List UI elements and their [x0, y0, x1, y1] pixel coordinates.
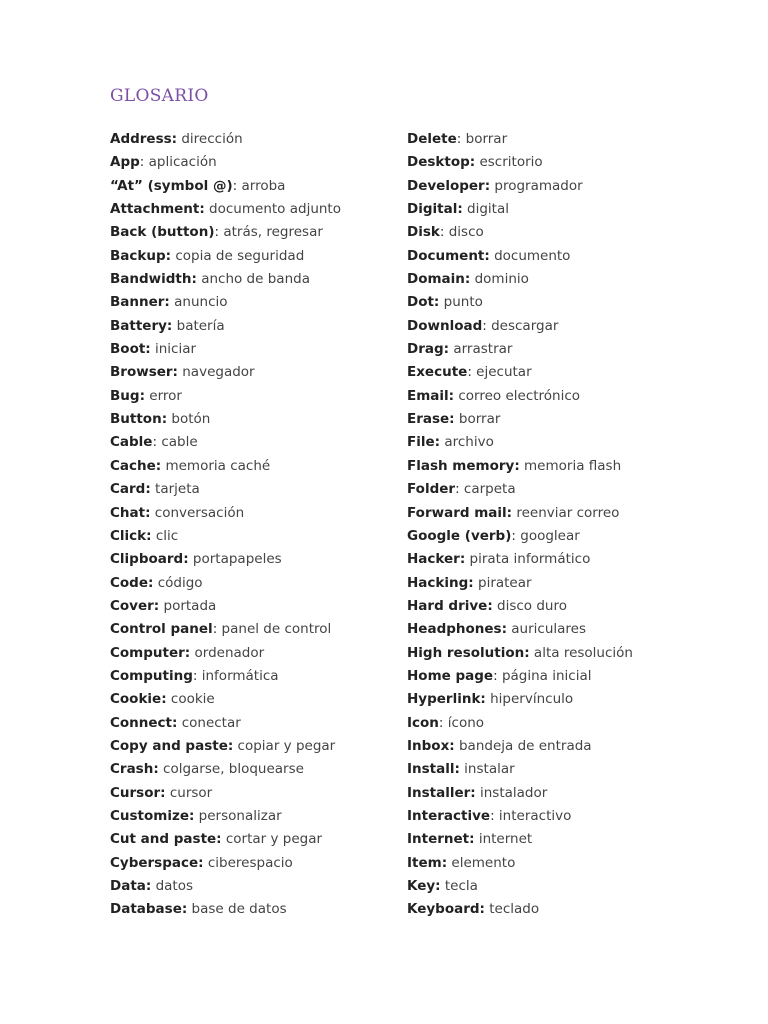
glossary-entry — [407, 642, 707, 665]
glossary-definition: página inicial — [497, 667, 592, 684]
glossary-definition: ícono — [443, 714, 485, 731]
glossary-term: Cover: — [110, 597, 160, 614]
glossary-term: Chat: — [110, 504, 151, 521]
glossary-definition: iniciar — [150, 341, 197, 358]
glossary-definition: interactivo — [494, 807, 572, 824]
glossary-entry — [110, 338, 410, 361]
glossary-term: Icon — [407, 714, 439, 731]
glossary-entry — [110, 712, 410, 735]
glossary-term: Interactive — [407, 807, 491, 824]
glossary-definition: cable — [157, 434, 198, 451]
glossary-definition: alta resolución — [529, 644, 633, 661]
glossary-separator: : — [456, 131, 462, 147]
glossary-entry — [407, 852, 707, 875]
glossary-term: Delete — [407, 131, 457, 147]
glossary-definition: navegador — [177, 364, 255, 381]
glossary-definition: programador — [490, 177, 583, 194]
glossary-definition: punto — [439, 294, 483, 311]
glossary-term: Bug: — [110, 387, 145, 404]
glossary-term: Hyperlink: — [407, 691, 486, 708]
glossary-definition: carpeta — [459, 481, 516, 498]
glossary-definition: digital — [462, 201, 509, 218]
glossary-entry — [110, 291, 410, 314]
glossary-term: Banner: — [110, 294, 170, 311]
glossary-entry — [110, 548, 410, 571]
glossary-term: Cut and paste: — [110, 831, 222, 848]
glossary-definition: ordenador — [190, 644, 265, 661]
glossary-entry — [110, 502, 410, 525]
glossary-entry — [110, 525, 410, 548]
glossary-entry — [110, 268, 410, 291]
glossary-definition: memoria flash — [519, 457, 622, 474]
glossary-term: Address: — [110, 131, 178, 147]
glossary-entry — [110, 875, 410, 898]
glossary-entry — [110, 805, 410, 828]
glossary-entry — [407, 595, 707, 618]
glossary-definition: elemento — [447, 854, 516, 871]
glossary-definition: cortar y pegar — [221, 831, 323, 848]
glossary-definition: ciberespacio — [203, 854, 293, 871]
glossary-entry — [407, 315, 707, 338]
glossary-term: Cyberspace: — [110, 854, 204, 871]
glossary-definition: instalador — [475, 784, 548, 801]
glossary-term: Button: — [110, 411, 168, 428]
glossary-definition: datos — [151, 878, 194, 894]
glossary-definition: descargar — [486, 317, 559, 334]
glossary-term: Google (verb) — [407, 527, 512, 544]
glossary-term: “At” (symbol @) — [110, 177, 233, 194]
glossary-term: Control panel — [110, 621, 213, 638]
glossary-entry — [110, 642, 410, 665]
glossary-separator: : — [511, 527, 516, 544]
glossary-definition: correo electrónico — [454, 387, 581, 404]
glossary-entry — [407, 875, 707, 898]
glossary-definition: hipervínculo — [485, 691, 574, 708]
glossary-definition: documento adjunto — [204, 201, 341, 218]
glossary-definition: conectar — [177, 714, 241, 731]
glossary-definition: piratear — [473, 574, 532, 591]
glossary-entry — [110, 688, 410, 711]
glossary-entry — [407, 805, 707, 828]
glossary-separator: : — [455, 481, 460, 498]
glossary-definition: teclado — [484, 901, 540, 918]
glossary-entry — [110, 618, 410, 641]
glossary-term: App — [110, 154, 140, 171]
glossary-term: Home page — [407, 667, 494, 684]
glossary-entry — [407, 455, 707, 478]
glossary-term: Dot: — [407, 294, 440, 311]
glossary-term: Erase: — [407, 411, 455, 428]
glossary-term: Connect: — [110, 714, 178, 731]
glossary-term: High resolution: — [407, 644, 530, 661]
glossary-separator: : — [439, 224, 445, 241]
glossary-definition: clic — [151, 527, 179, 544]
glossary-entry — [407, 198, 707, 221]
glossary-entry — [407, 898, 707, 921]
glossary-entry — [110, 175, 410, 198]
glossary-definition: batería — [172, 317, 225, 334]
glossary-term: Email: — [407, 387, 455, 404]
glossary-entry — [407, 548, 707, 571]
glossary-definition: documento — [489, 247, 571, 264]
glossary-entry — [407, 572, 707, 595]
glossary-entry — [110, 361, 410, 384]
glossary-entry — [407, 338, 707, 361]
glossary-definition: borrar — [454, 411, 501, 428]
glossary-entry — [110, 151, 410, 174]
glossary-term: Execute — [407, 364, 468, 381]
glossary-definition: arroba — [237, 177, 286, 194]
glossary-term: Browser: — [110, 364, 178, 381]
glossary-term: Inbox: — [407, 737, 455, 754]
glossary-definition: googlear — [515, 527, 580, 544]
glossary-term: Keyboard: — [407, 901, 485, 918]
glossary-entry — [407, 712, 707, 735]
glossary-entry — [110, 735, 410, 758]
glossary-column-right — [407, 128, 707, 922]
glossary-entry — [407, 221, 707, 244]
glossary-entry — [110, 221, 410, 244]
glossary-term: Clipboard: — [110, 551, 189, 568]
glossary-separator: : — [139, 154, 145, 171]
glossary-definition: tarjeta — [150, 481, 200, 498]
glossary-term: Card: — [110, 481, 151, 498]
glossary-entry — [407, 291, 707, 314]
glossary-term: Bandwidth: — [110, 271, 197, 288]
glossary-entry — [110, 431, 410, 454]
glossary-separator: : — [232, 177, 238, 194]
glossary-definition: borrar — [461, 131, 508, 147]
glossary-definition: memoria caché — [161, 457, 271, 474]
glossary-term: Click: — [110, 527, 152, 544]
glossary-entry — [407, 361, 707, 384]
glossary-entry — [407, 245, 707, 268]
glossary-definition: código — [153, 574, 203, 591]
glossary-entry — [407, 268, 707, 291]
glossary-term: Cookie: — [110, 691, 167, 708]
glossary-entry — [110, 315, 410, 338]
glossary-term: Install: — [407, 761, 460, 778]
glossary-entry — [110, 665, 410, 688]
glossary-term: Digital: — [407, 201, 463, 218]
glossary-separator: : — [214, 224, 220, 241]
glossary-definition: escritorio — [475, 154, 543, 171]
glossary-definition: portada — [159, 597, 217, 614]
glossary-term: Data: — [110, 878, 152, 894]
glossary-definition: ancho de banda — [196, 271, 310, 288]
glossary-definition: ejecutar — [471, 364, 532, 381]
glossary-term: Installer: — [407, 784, 476, 801]
glossary-separator: : — [490, 807, 495, 824]
glossary-entry — [407, 175, 707, 198]
glossary-entry — [110, 898, 410, 921]
glossary-term: Drag: — [407, 341, 450, 358]
glossary-definition: aplicación — [144, 154, 217, 171]
glossary-entry — [407, 151, 707, 174]
glossary-term: Computing — [110, 667, 193, 684]
glossary-definition: tecla — [440, 878, 478, 894]
glossary-definition: pirata informático — [465, 551, 591, 568]
glossary-term: Desktop: — [407, 154, 476, 171]
glossary-definition: colgarse, bloquearse — [158, 761, 304, 778]
glossary-term: Flash memory: — [407, 457, 520, 474]
glossary-column-left — [110, 128, 410, 922]
glossary-term: Domain: — [407, 271, 471, 288]
glossary-definition: portapapeles — [188, 551, 282, 568]
glossary-term: Cursor: — [110, 784, 166, 801]
glossary-definition: botón — [167, 411, 211, 428]
glossary-definition: copia de seguridad — [171, 247, 305, 264]
glossary-entry — [110, 782, 410, 805]
glossary-entry — [407, 408, 707, 431]
glossary-entry — [110, 198, 410, 221]
glossary-definition: internet — [474, 831, 533, 848]
glossary-term: Hacker: — [407, 551, 466, 568]
glossary-entry — [407, 502, 707, 525]
glossary-definition: reenviar correo — [512, 504, 620, 521]
glossary-entry — [110, 385, 410, 408]
glossary-entry — [407, 618, 707, 641]
glossary-term: Item: — [407, 854, 448, 871]
glossary-definition: informática — [197, 667, 279, 684]
glossary-definition: error — [144, 387, 182, 404]
glossary-term: Crash: — [110, 761, 159, 778]
glossary-term: Code: — [110, 574, 154, 591]
glossary-term: Cable — [110, 434, 153, 451]
glossary-term: Hard drive: — [407, 597, 493, 614]
glossary-entry — [110, 828, 410, 851]
glossary-entry — [110, 572, 410, 595]
glossary-entry — [407, 385, 707, 408]
glossary-term: Computer: — [110, 644, 191, 661]
glossary-definition: copiar y pegar — [233, 737, 336, 754]
glossary-entry — [407, 431, 707, 454]
glossary-definition: archivo — [440, 434, 494, 451]
glossary-separator: : — [152, 434, 158, 451]
glossary-separator: : — [482, 317, 487, 334]
glossary-term: Back (button) — [110, 224, 215, 241]
glossary-term: Document: — [407, 247, 490, 264]
glossary-definition: disco — [444, 224, 484, 241]
glossary-term: Attachment: — [110, 201, 205, 218]
glossary-entry — [110, 408, 410, 431]
glossary-definition: atrás, regresar — [219, 224, 323, 241]
glossary-definition: cookie — [166, 691, 215, 708]
glossary-separator: : — [212, 621, 218, 638]
glossary-entry — [110, 128, 410, 151]
glossary-definition: instalar — [459, 761, 515, 778]
glossary-term: Internet: — [407, 831, 475, 848]
glossary-term: Backup: — [110, 247, 172, 264]
glossary-term: Cache: — [110, 457, 162, 474]
glossary-definition: bandeja de entrada — [454, 737, 592, 754]
glossary-definition: cursor — [165, 784, 213, 801]
glossary-entry — [407, 782, 707, 805]
glossary-term: Copy and paste: — [110, 737, 234, 754]
glossary-entry — [407, 735, 707, 758]
glossary-entry — [110, 245, 410, 268]
glossary-term: Forward mail: — [407, 504, 513, 521]
glossary-term: Disk — [407, 224, 440, 241]
glossary-definition: anuncio — [169, 294, 228, 311]
glossary-entry — [407, 128, 707, 151]
glossary-entry — [407, 525, 707, 548]
glossary-separator: : — [493, 667, 498, 684]
glossary-definition: personalizar — [194, 807, 282, 824]
glossary-term: Download — [407, 317, 483, 334]
glossary-term: Developer: — [407, 177, 491, 194]
glossary-definition: panel de control — [217, 621, 332, 638]
glossary-separator: : — [467, 364, 472, 381]
glossary-entry — [110, 478, 410, 501]
glossary-separator: : — [192, 667, 198, 684]
glossary-entry — [110, 595, 410, 618]
glossary-entry — [407, 688, 707, 711]
glossary-entry — [110, 455, 410, 478]
glossary-term: Battery: — [110, 317, 173, 334]
glossary-entry — [407, 828, 707, 851]
glossary-term: Customize: — [110, 807, 195, 824]
glossary-definition: arrastrar — [449, 341, 513, 358]
glossary-entry — [110, 852, 410, 875]
glossary-entry — [110, 758, 410, 781]
page-title: GLOSARIO — [110, 86, 209, 106]
glossary-term: Key: — [407, 878, 441, 894]
glossary-term: File: — [407, 434, 441, 451]
glossary-definition: disco duro — [492, 597, 567, 614]
glossary-definition: base de datos — [187, 901, 287, 918]
glossary-term: Hacking: — [407, 574, 474, 591]
glossary-term: Folder — [407, 481, 456, 498]
glossary-definition: conversación — [150, 504, 245, 521]
glossary-term: Headphones: — [407, 621, 507, 638]
glossary-definition: auriculares — [506, 621, 587, 638]
glossary-entry — [407, 758, 707, 781]
glossary-term: Database: — [110, 901, 188, 918]
glossary-definition: dirección — [177, 131, 243, 147]
glossary-definition: dominio — [470, 271, 529, 288]
glossary-entry — [407, 478, 707, 501]
glossary-entry — [407, 665, 707, 688]
glossary-term: Boot: — [110, 341, 151, 358]
glossary-separator: : — [438, 714, 444, 731]
